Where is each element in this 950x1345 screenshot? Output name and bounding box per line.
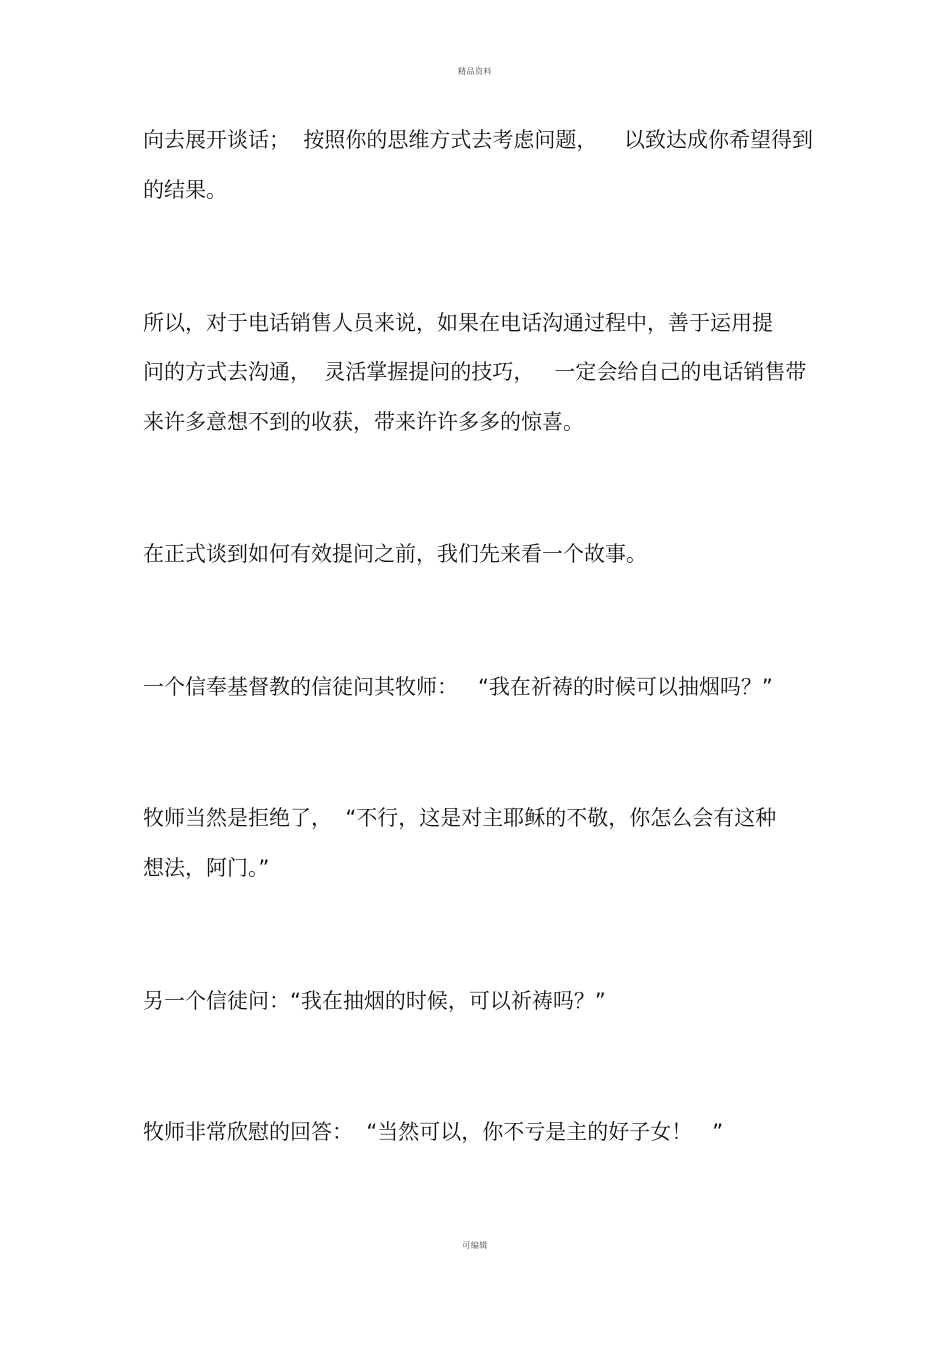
paragraph-5-line-2: 想法，阿门。” <box>143 856 270 880</box>
paragraph-3-line-1: 在正式谈到如何有效提问之前，我们先来看一个故事。 <box>143 542 647 566</box>
page-footer: 可编辑 <box>462 1241 488 1250</box>
paragraph-4-line-1: 一个信奉基督教的信徒问其牧师： “我在祈祷的时候可以抽烟吗？” <box>143 675 773 699</box>
page-header: 精品资料 <box>458 67 492 76</box>
paragraph-7-line-1: 牧师非常欣慰的回答： “当然可以，你不亏是主的好子女！ ” <box>143 1120 724 1144</box>
paragraph-2-line-1: 所以，对于电话销售人员来说，如果在电话沟通过程中，善于运用提 <box>143 311 773 335</box>
paragraph-6-line-1: 另一个信徒问：“我在抽烟的时候，可以祈祷吗？” <box>143 989 606 1013</box>
paragraph-1-line-1: 向去展开谈话； 按照你的思维方式去考虑问题， 以致达成你希望得到 <box>143 128 814 152</box>
paragraph-2-line-2: 问的方式去沟通， 灵活掌握提问的技巧， 一定会给自己的电话销售带 <box>143 360 807 384</box>
paragraph-2-line-3: 来许多意想不到的收获，带来许许多多的惊喜。 <box>143 410 584 434</box>
paragraph-5-line-1: 牧师当然是拒绝了， “不行，这是对主耶稣的不敬，你怎么会有这种 <box>143 806 777 830</box>
paragraph-1-line-2: 的结果。 <box>143 178 227 202</box>
